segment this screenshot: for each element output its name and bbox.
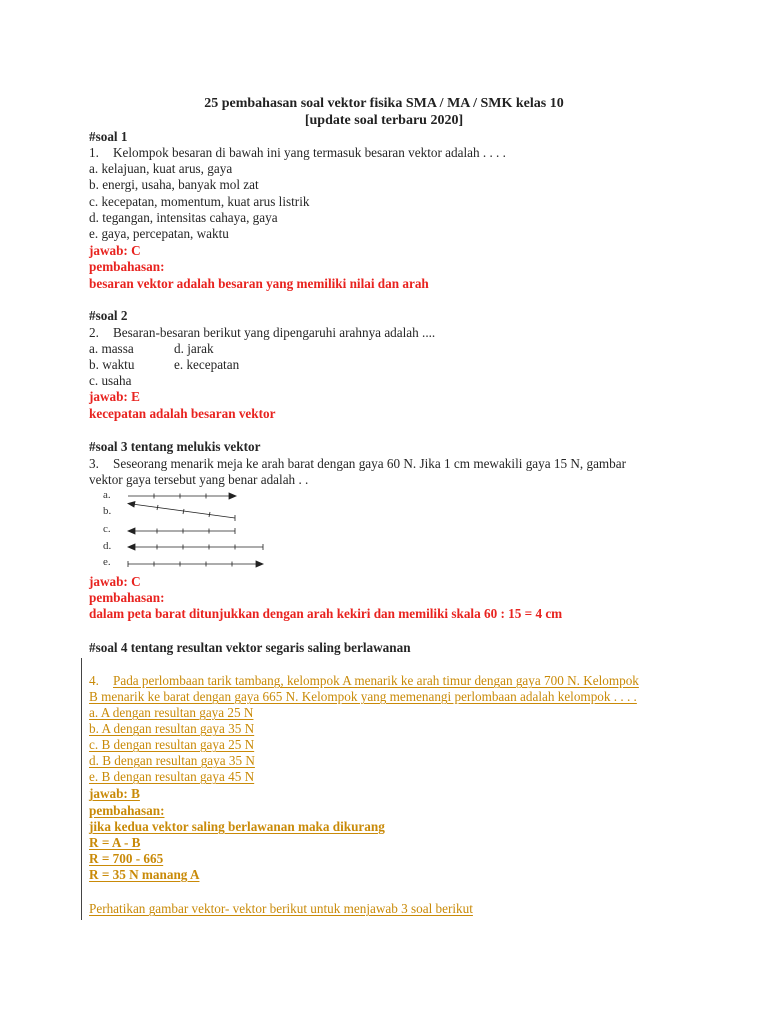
soal4-heading: #soal 4 tentang resultan vektor segaris saling berlawanan xyxy=(89,640,411,655)
soal3-option-d-label: d. xyxy=(103,540,112,552)
soal2-option-c: c. usaha xyxy=(89,373,132,388)
soal4-discussion-4: R = 35 N manang A xyxy=(89,867,200,882)
soal4-answer: jawab: B xyxy=(89,786,140,801)
soal4-footer-note: Perhatikan gambar vektor- vektor berikut untuk menjawab 3 soal berikut xyxy=(89,901,473,916)
soal4-question-text: Pada perlombaan tarik tambang, kelompok A menarik ke arah timur dengan gaya 700 N. Kelompok xyxy=(113,673,639,688)
soal3-answer: jawab: C xyxy=(89,574,141,589)
soal2-option-b: b. waktu xyxy=(89,357,135,372)
vector-option-e xyxy=(128,561,263,567)
soal1-question-text: Kelompok besaran di bawah ini yang termasuk besaran vektor adalah . . . . xyxy=(113,145,506,160)
soal4-question-line2: B menarik ke barat dengan gaya 665 N. Kelompok yang memenangi perlombaan adalah kelompok . . . . xyxy=(89,689,637,704)
soal2-answer: jawab: E xyxy=(89,389,140,404)
soal3-discussion: dalam peta barat ditunjukkan dengan arah kekiri dan memiliki skala 60 : 15 = 4 cm xyxy=(89,606,563,621)
revision-change-bar xyxy=(81,658,82,920)
soal1-option-d: d. tegangan, intensitas cahaya, gaya xyxy=(89,210,278,225)
soal4-discussion-1: jika kedua vektor saling berlawanan maka dikurang xyxy=(89,819,385,834)
soal3-option-c-label: c. xyxy=(103,523,111,535)
soal3-heading: #soal 3 tentang melukis vektor xyxy=(89,439,261,454)
soal1-number: 1. xyxy=(89,145,99,160)
soal3-discussion-label: pembahasan: xyxy=(89,590,165,605)
document-subtitle: [update soal terbaru 2020] xyxy=(304,113,464,128)
soal2-heading: #soal 2 xyxy=(89,308,128,323)
soal4-option-a: a. A dengan resultan gaya 25 N xyxy=(89,705,254,720)
soal2-option-d: d. jarak xyxy=(174,341,214,356)
soal4-option-c: c. B dengan resultan gaya 25 N xyxy=(89,737,255,752)
soal4-option-d: d. B dengan resultan gaya 35 N xyxy=(89,753,255,768)
soal4-question-line1 xyxy=(89,673,639,689)
vector-option-c xyxy=(128,528,235,534)
soal4-option-e: e. B dengan resultan gaya 45 N xyxy=(89,769,255,784)
soal1-discussion: besaran vektor adalah besaran yang memiliki nilai dan arah xyxy=(89,276,429,291)
soal4-number: 4. xyxy=(89,673,99,688)
soal4-discussion-2: R = A - B xyxy=(89,835,141,850)
soal2-number: 2. xyxy=(89,325,99,340)
soal3-option-a-label: a. xyxy=(103,489,111,501)
soal3-question-text: Seseorang menarik meja ke arah barat dengan gaya 60 N. Jika 1 cm mewakili gaya 15 N, gambar xyxy=(113,456,627,471)
soal2-question-text: Besaran-besaran berikut yang dipengaruhi arahnya adalah .... xyxy=(113,325,436,340)
vector-option-a xyxy=(128,493,236,499)
soal1-heading: #soal 1 xyxy=(89,129,128,144)
soal1-option-c: c. kecepatan, momentum, kuat arus listrik xyxy=(89,194,310,209)
soal2-option-a: a. massa xyxy=(89,341,134,356)
soal1-answer: jawab: C xyxy=(89,243,141,258)
soal3-question-line2: vektor gaya tersebut yang benar adalah . . xyxy=(89,472,309,487)
soal1-option-a: a. kelajuan, kuat arus, gaya xyxy=(89,161,233,176)
soal1-discussion-label: pembahasan: xyxy=(89,259,165,274)
soal3-number: 3. xyxy=(89,456,99,471)
soal1-option-e: e. gaya, percepatan, waktu xyxy=(89,226,229,241)
vector-option-d xyxy=(128,544,263,550)
soal3-option-e-label: e. xyxy=(103,556,111,568)
soal2-option-e: e. kecepatan xyxy=(174,357,240,372)
soal1-option-b: b. energi, usaha, banyak mol zat xyxy=(89,177,259,192)
soal3-option-b-label: b. xyxy=(103,505,112,517)
soal4-discussion-label: pembahasan: xyxy=(89,803,165,818)
document-title: 25 pembahasan soal vektor fisika SMA / MA / SMK kelas 10 xyxy=(204,96,564,111)
soal2-discussion: kecepatan adalah besaran vektor xyxy=(89,406,276,421)
soal4-option-b: b. A dengan resultan gaya 35 N xyxy=(89,721,255,736)
vector-option-b xyxy=(128,502,235,522)
soal4-discussion-3: R = 700 - 665 xyxy=(89,851,164,866)
